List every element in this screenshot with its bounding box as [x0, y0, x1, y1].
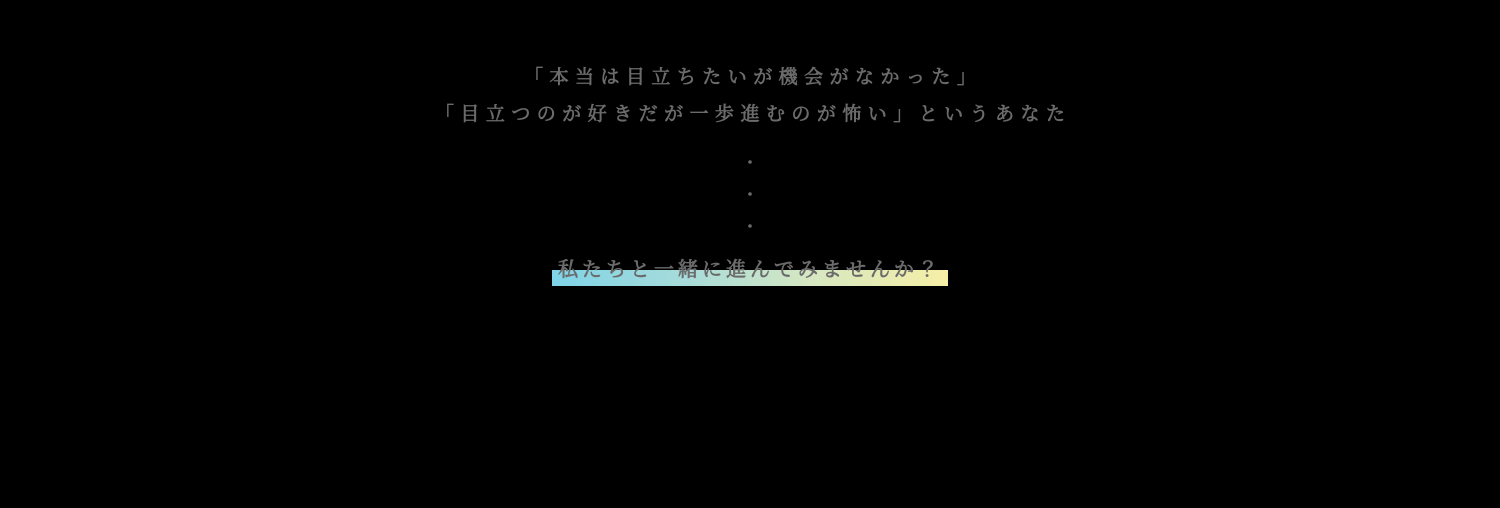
ellipsis-dot-3: ・ [741, 219, 758, 236]
lead-line-1: 「本当は目立ちたいが機会がなかった」 [524, 67, 983, 88]
ellipsis-dot-1: ・ [741, 155, 758, 172]
vertical-ellipsis [0, 148, 1500, 244]
ellipsis-dot-2: ・ [741, 187, 758, 204]
cta-section [0, 258, 1500, 286]
lead-line-2: 「目立つのが好きだが一歩進むのが怖い」というあなた [434, 104, 1072, 125]
cta-highlighted-text [552, 258, 948, 286]
cta-label: 私たちと一緒に進んでみませんか？ [558, 259, 942, 281]
